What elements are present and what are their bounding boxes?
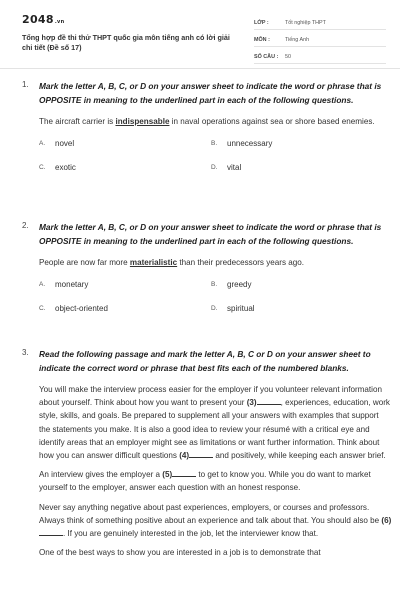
question-1 xyxy=(22,80,392,175)
underlined-keyword: materialistic xyxy=(129,258,178,267)
question-prompt: Read the following passage and mark the letter A, B, C or D on your answer sheet to indicate the correct word or phrase that best fits each of the numbered blanks. xyxy=(39,349,371,373)
answer-blank xyxy=(189,449,213,458)
option-a[interactable]: A. novel xyxy=(39,139,75,148)
meta-subject-value: Tiếng Anh xyxy=(285,37,310,43)
option-c[interactable]: C. object-oriented xyxy=(39,304,108,313)
option-d[interactable]: D. spiritual xyxy=(211,304,255,313)
site-logo[interactable]: 2048.vn xyxy=(22,13,65,26)
question-prompt: Mark the letter A, B, C, or D on your answer sheet to indicate the word or phrase that is OPPOSITE in meaning to the underlined part in each of the following questions. xyxy=(39,222,382,246)
meta-count-value: 50 xyxy=(285,54,291,60)
blank-label: (6) xyxy=(381,515,392,525)
answer-options xyxy=(39,136,392,175)
passage-paragraph-2: An interview gives the employer a (5) to get to know you. While you do want to market yourself to the employer, answer each question with an honest response. xyxy=(39,470,371,493)
passage-paragraph-3: Never say anything negative about past experiences, employers, or courses and professors. Always think of something positive about an experience and talk about that. You should also be (6). If you are genuinely interested in the job, let the interviewer know that. xyxy=(39,502,392,539)
passage-paragraph-4: One of the best ways to show you are interested in a job is to demonstrate that xyxy=(39,548,321,558)
question-2 xyxy=(22,221,392,316)
document-header xyxy=(0,0,400,69)
blank-label: (4) xyxy=(179,451,190,461)
question-number: 2. xyxy=(22,221,29,230)
meta-count-row xyxy=(254,48,386,64)
option-b[interactable]: B. greedy xyxy=(211,280,252,289)
question-3 xyxy=(22,348,392,565)
meta-subject-row xyxy=(254,31,386,47)
question-prompt: Mark the letter A, B, C, or D on your answer sheet to indicate the word or phrase that is OPPOSITE in meaning to the underlined part in each of the following questions. xyxy=(39,81,382,105)
option-a[interactable]: A. monetary xyxy=(39,280,89,289)
option-b[interactable]: B. unnecessary xyxy=(211,139,273,148)
question-number: 3. xyxy=(22,348,29,357)
passage-paragraph-1: You will make the interview process easier for the employer if you volunteer relevant information about yourself. Think about how you want to present your (3) , experiences, education, work style, skills, and goals. Be prepared to supplement all your answers with examples that support the statements you make. It is also a good idea to review your résumé with a critical eye and identify areas that an employer might see as limitations or want further information. Think about how you can answer difficult questions (4) and positively, while keeping each answer brief. xyxy=(39,385,390,461)
document-title: Tổng hợp đề thi thử THPT quốc gia môn tiếng anh có lời giải chi tiết (Đề số 17) xyxy=(22,33,230,52)
reading-passage xyxy=(39,383,392,559)
option-c[interactable]: C. exotic xyxy=(39,163,76,172)
answer-blank xyxy=(172,468,196,477)
answer-blank xyxy=(257,396,281,405)
blank-label: (5) xyxy=(162,470,173,480)
blank-label: (3) xyxy=(246,398,257,408)
meta-subject-key: MÔN : xyxy=(254,37,270,43)
meta-class-value: Tốt nghiệp THPT xyxy=(285,20,326,26)
document-meta xyxy=(254,14,386,65)
meta-count-key: SỐ CÂU : xyxy=(254,54,279,60)
question-number: 1. xyxy=(22,80,29,89)
meta-class-key: LỚP : xyxy=(254,20,269,26)
answer-blank xyxy=(39,527,63,536)
option-d[interactable]: D. vital xyxy=(211,163,242,172)
underlined-keyword: indispensable xyxy=(115,117,170,126)
question-stem: People are now far more materialistic than their predecessors years ago. xyxy=(39,258,305,267)
question-stem: The aircraft carrier is indispensable in naval operations against sea or shore based enemies. xyxy=(39,117,375,126)
meta-class-row xyxy=(254,14,386,30)
answer-options xyxy=(39,277,392,316)
